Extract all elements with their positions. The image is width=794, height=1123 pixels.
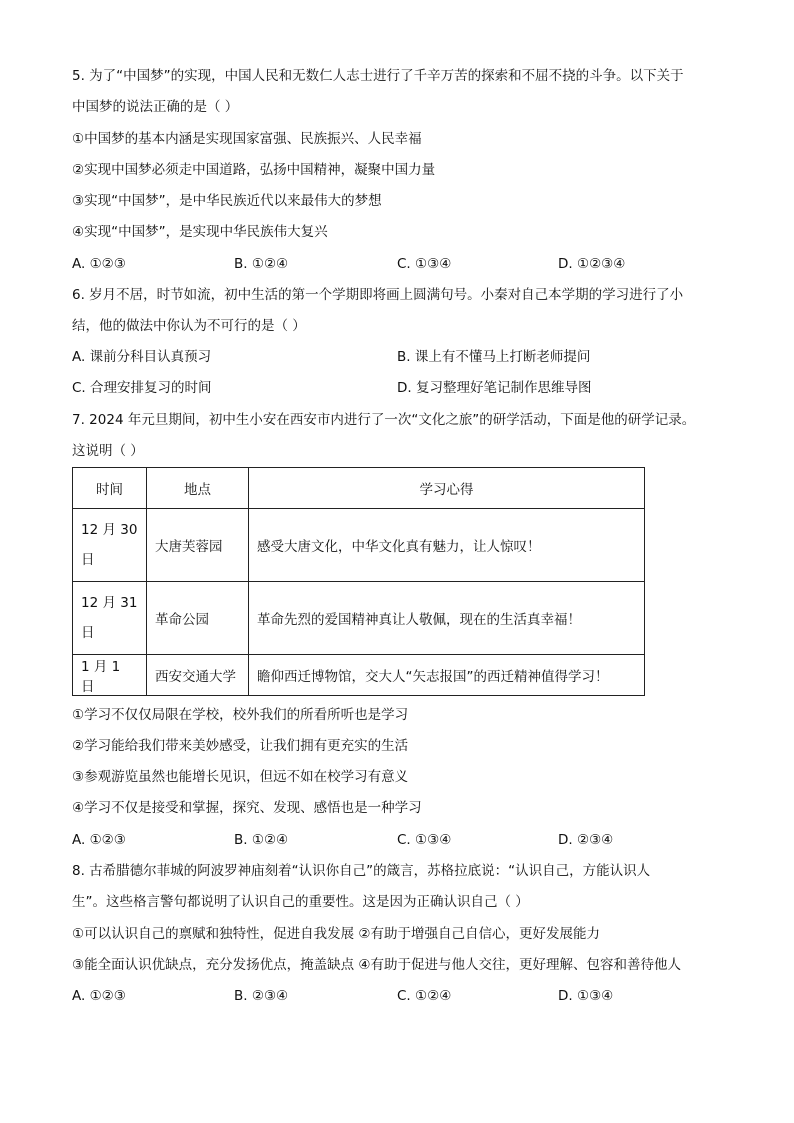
q6-stem-line2: 结，他的做法中你认为不可行的是（ ）	[72, 318, 306, 334]
q8-option-c[interactable]: C. ①②④	[397, 988, 452, 1004]
row-date	[73, 582, 147, 655]
study-record-table	[72, 467, 645, 696]
row-date-line2: 日	[81, 625, 95, 641]
q8-stem-line2: 生”。这些格言警句都说明了认识自己的重要性。这是因为正确认识自己（ ）	[72, 894, 529, 910]
q6-option-d[interactable]: D. 复习整理好笔记制作思维导图	[397, 380, 592, 396]
q7-option-c[interactable]: C. ①③④	[397, 832, 452, 848]
q5-statement-3: ③实现“中国梦”，是中华民族近代以来最伟大的梦想	[72, 193, 382, 209]
q5-statement-4: ④实现“中国梦”，是实现中华民族伟大复兴	[72, 224, 328, 240]
q5-stem-line1: 5. 为了“中国梦”的实现，中国人民和无数仁人志士进行了千辛万苦的探索和不屈不挠的斗争。以下关于	[72, 68, 684, 84]
row-place: 西安交通大学	[147, 655, 249, 696]
q8-stem-line1: 8. 古希腊德尔菲城的阿波罗神庙刻着“认识你自己”的箴言，苏格拉底说：“认识自己，方能认识人	[72, 863, 651, 879]
q7-stem-line1: 7. 2024 年元旦期间，初中生小安在西安市内进行了一次“文化之旅”的研学活动，下面是他的研学记录。	[72, 412, 696, 428]
q5-option-d[interactable]: D. ①②③④	[558, 256, 626, 272]
q5-option-a[interactable]: A. ①②③	[72, 256, 126, 272]
row-note: 革命先烈的爱国精神真让人敬佩，现在的生活真幸福！	[249, 582, 645, 655]
table-row	[73, 582, 645, 655]
row-date	[73, 655, 147, 696]
q7-option-d[interactable]: D. ②③④	[558, 832, 614, 848]
q8-option-a[interactable]: A. ①②③	[72, 988, 126, 1004]
row-date	[73, 509, 147, 582]
q8-option-b[interactable]: B. ②③④	[234, 988, 289, 1004]
q7-statement-3: ③参观游览虽然也能增长见识，但远不如在校学习有意义	[72, 769, 409, 785]
q7-option-b[interactable]: B. ①②④	[234, 832, 289, 848]
table-header-row	[73, 468, 645, 509]
q8-statements-line2: ③能全面认识优缺点，充分发扬优点，掩盖缺点 ④有助于促进与他人交往，更好理解、包容和善待他人	[72, 957, 681, 973]
q5-statement-1: ①中国梦的基本内涵是实现国家富强、民族振兴、人民幸福	[72, 131, 422, 147]
row-note: 瞻仰西迁博物馆，交大人“矢志报国”的西迁精神值得学习！	[249, 655, 645, 696]
q8-statements-line1: ①可以认识自己的禀赋和独特性，促进自我发展 ②有助于增强自己自信心，更好发展能力	[72, 926, 600, 942]
q6-stem-line1: 6. 岁月不居，时节如流，初中生活的第一个学期即将画上圆满句号。小秦对自己本学期的学习进行了小	[72, 287, 684, 303]
q5-stem-line2: 中国梦的说法正确的是（ ）	[72, 99, 239, 115]
row-place: 大唐芙蓉园	[147, 509, 249, 582]
table-row	[73, 509, 645, 582]
q6-option-c[interactable]: C. 合理安排复习的时间	[72, 380, 212, 396]
header-place: 地点	[147, 468, 249, 509]
q6-option-b[interactable]: B. 课上有不懂马上打断老师提问	[397, 349, 591, 365]
row-date-line2: 日	[81, 552, 95, 568]
row-place: 革命公园	[147, 582, 249, 655]
header-time: 时间	[73, 468, 147, 509]
table-row	[73, 655, 645, 696]
header-notes: 学习心得	[249, 468, 645, 509]
row-note: 感受大唐文化，中华文化真有魅力，让人惊叹！	[249, 509, 645, 582]
row-date-line1: 12 月 31	[81, 595, 138, 611]
q7-statement-2: ②学习能给我们带来美妙感受，让我们拥有更充实的生活	[72, 738, 409, 754]
q6-option-a[interactable]: A. 课前分科目认真预习	[72, 349, 212, 365]
q7-statement-4: ④学习不仅是接受和掌握，探究、发现、感悟也是一种学习	[72, 800, 422, 816]
row-date-line1: 1 月 1 日	[81, 659, 121, 695]
q5-option-b[interactable]: B. ①②④	[234, 256, 289, 272]
q5-statement-2: ②实现中国梦必须走中国道路，弘扬中国精神，凝聚中国力量	[72, 162, 436, 178]
row-date-line1: 12 月 30	[81, 522, 138, 538]
q7-stem-line2: 这说明（ ）	[72, 443, 144, 459]
q5-option-c[interactable]: C. ①③④	[397, 256, 452, 272]
q8-option-d[interactable]: D. ①③④	[558, 988, 614, 1004]
q7-statement-1: ①学习不仅仅局限在学校，校外我们的所看所听也是学习	[72, 707, 409, 723]
q7-option-a[interactable]: A. ①②③	[72, 832, 126, 848]
